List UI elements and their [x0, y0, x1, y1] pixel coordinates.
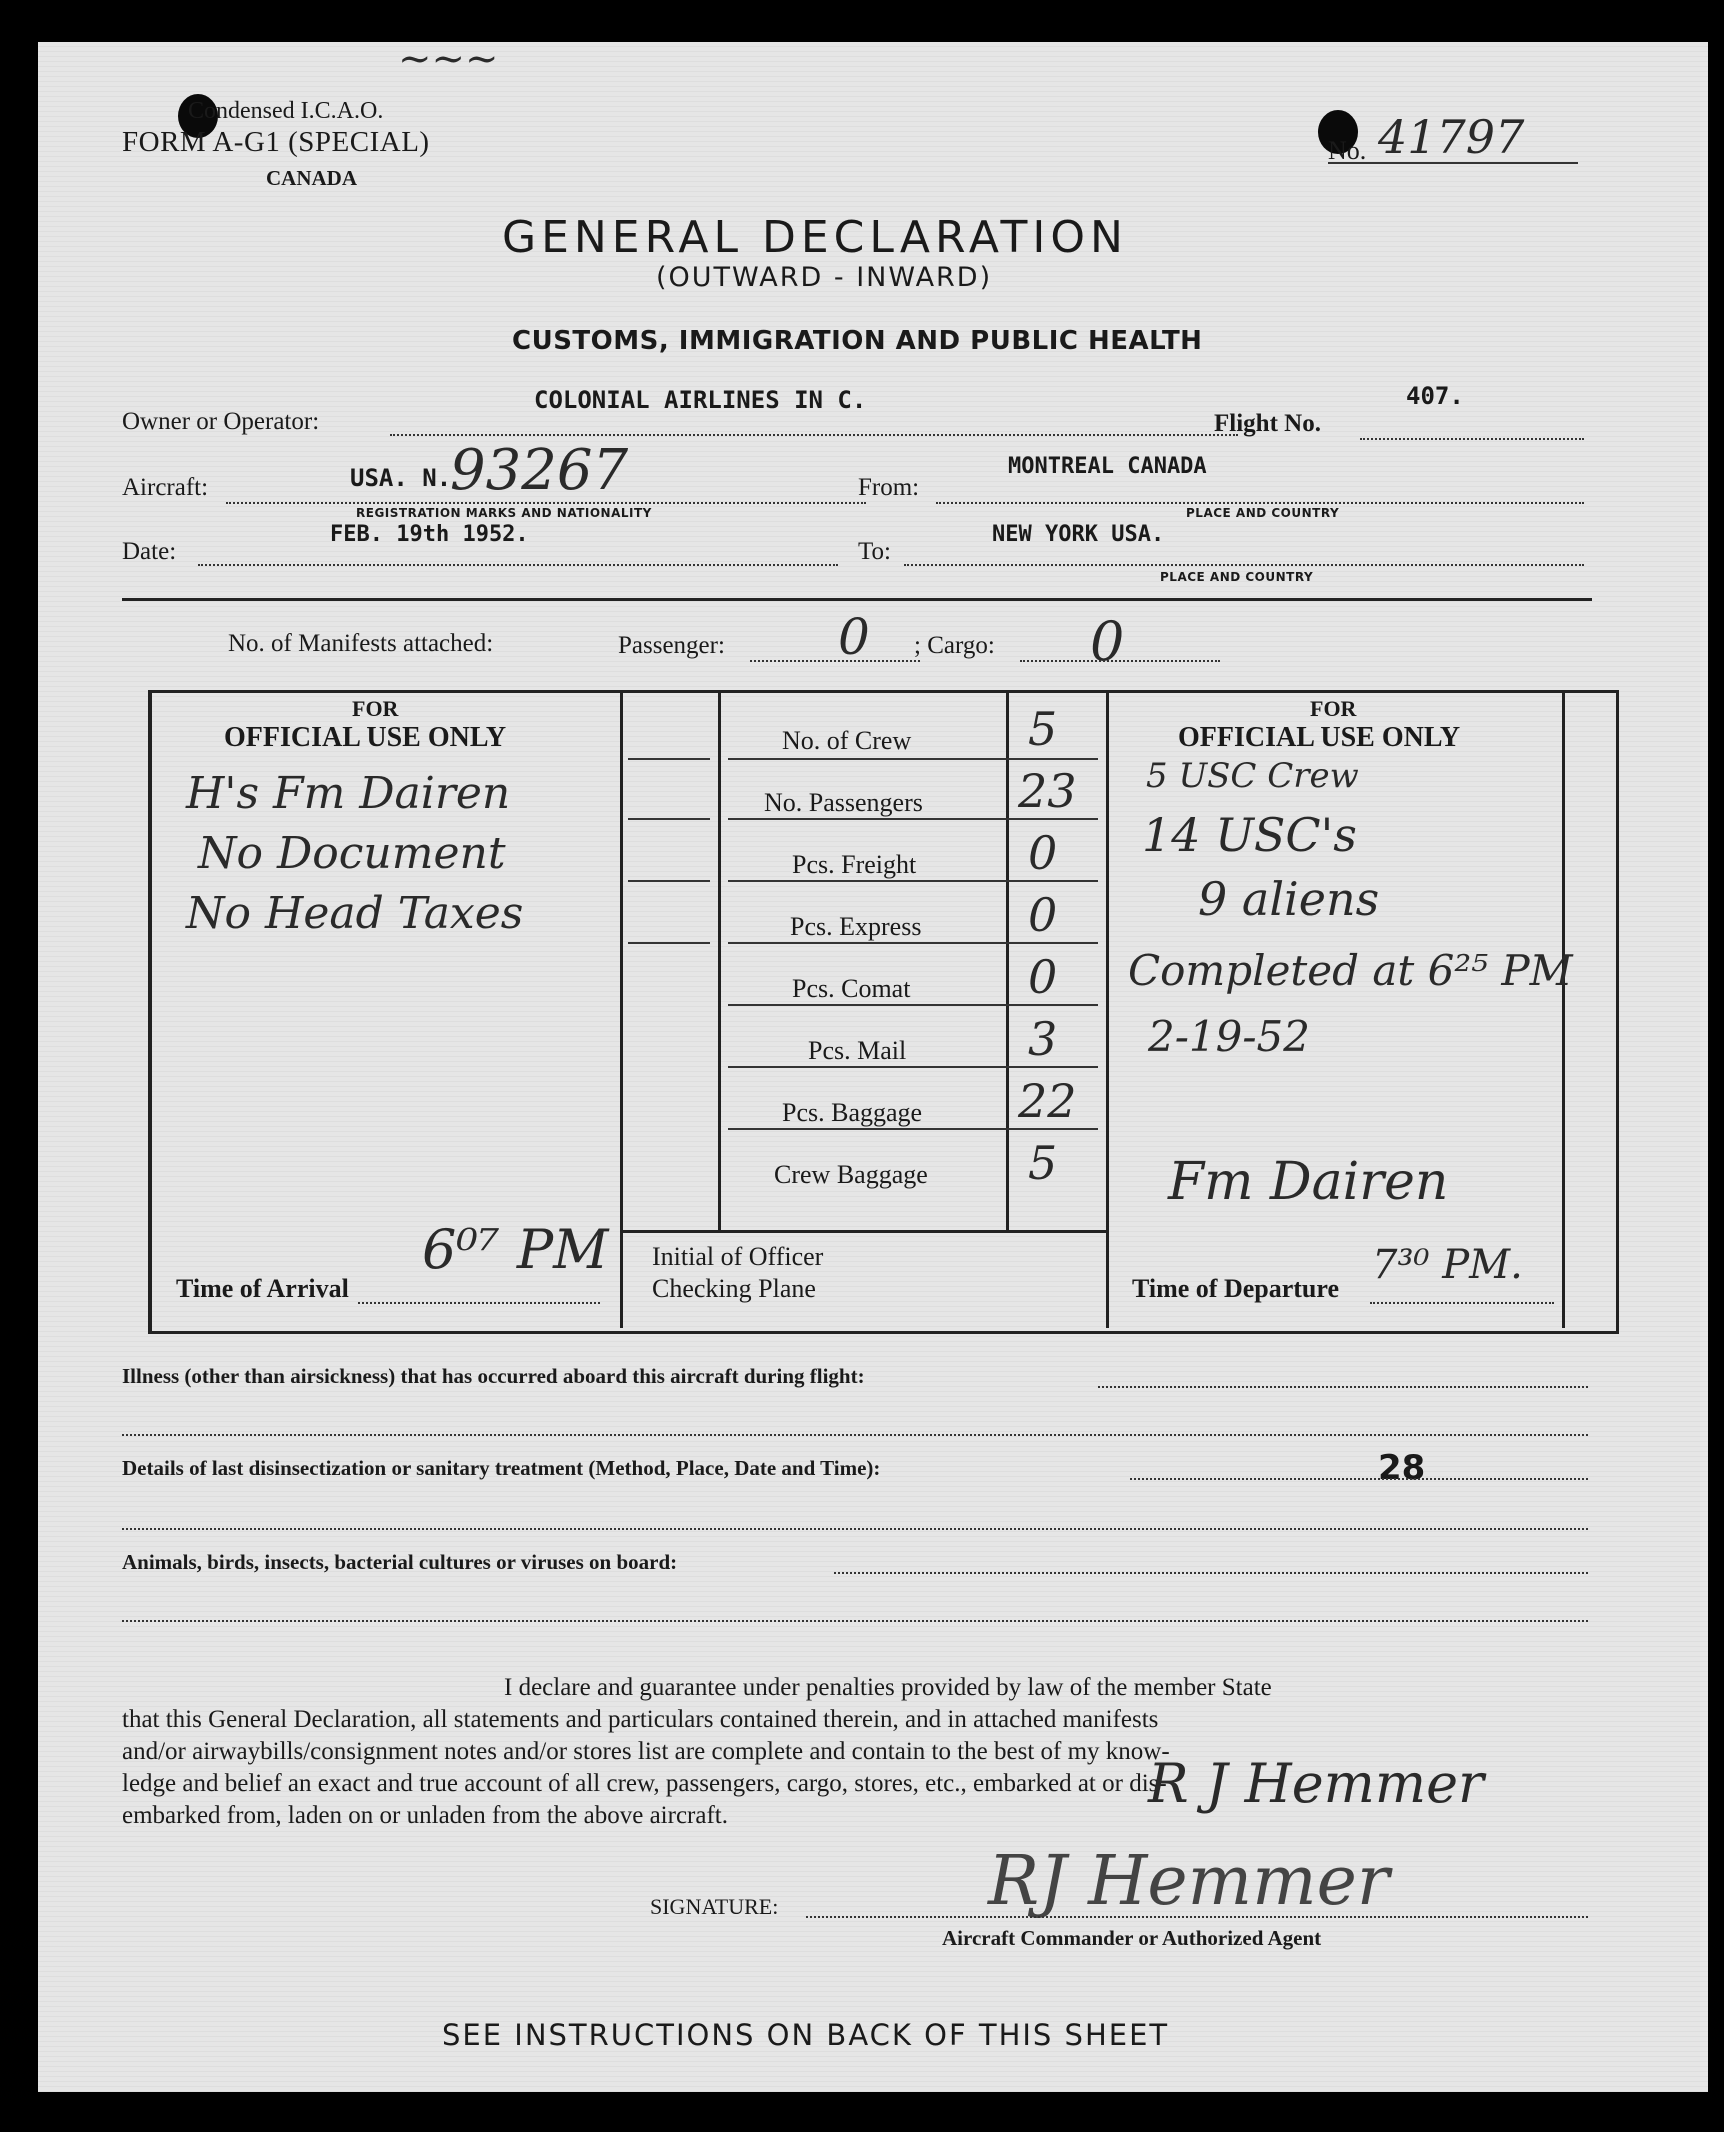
registration-caption: REGISTRATION MARKS AND NATIONALITY — [356, 506, 652, 520]
disinsectization-question: Details of last disinsectization or sanitary treatment (Method, Place, Date and Time): — [122, 1456, 881, 1480]
cargo-manifest-value: 0 — [1090, 610, 1125, 673]
place-caption-to: PLACE AND COUNTRY — [1160, 570, 1314, 584]
passenger-manifest-label: Passenger: — [618, 632, 725, 659]
left-note-3: No Head Taxes — [186, 888, 524, 939]
top-scrawl: ~~~ — [398, 36, 499, 82]
row-value-baggage: 22 — [1018, 1074, 1077, 1128]
right-official-heading: OFFICIAL USE ONLY — [1178, 722, 1461, 753]
arrival-label: Time of Arrival — [176, 1274, 349, 1303]
declaration-line-3: and/or airwaybills/consignment notes and/or stores list are complete and contain to the best of my know- — [122, 1738, 1170, 1765]
right-official-signature: Fm Dairen — [1168, 1152, 1449, 1212]
left-official-heading: OFFICIAL USE ONLY — [224, 722, 507, 753]
row-value-express: 0 — [1028, 888, 1058, 942]
owner-label: Owner or Operator: — [122, 408, 320, 435]
disinsectization-value: 28 — [1378, 1448, 1426, 1488]
form-number-label: No. — [1328, 136, 1367, 165]
declaration-line-1: I declare and guarantee under penalties provided by law of the member State — [504, 1674, 1272, 1701]
place-caption-from: PLACE AND COUNTRY — [1186, 506, 1340, 520]
aircraft-registration: 93267 — [450, 438, 629, 503]
illness-question: Illness (other than airsickness) that has occurred aboard this aircraft during flight: — [122, 1364, 865, 1388]
row-value-comat: 0 — [1028, 950, 1058, 1004]
departure-value: 7³⁰ PM. — [1372, 1242, 1523, 1288]
agencies-heading: CUSTOMS, IMMIGRATION AND PUBLIC HEALTH — [512, 326, 1203, 356]
row-label-baggage: Pcs. Baggage — [782, 1098, 923, 1127]
row-label-mail: Pcs. Mail — [808, 1036, 907, 1065]
left-note-2: No Document — [198, 828, 506, 879]
row-label-passengers: No. Passengers — [764, 788, 923, 817]
condensed-icao: Condensed I.C.A.O. — [188, 98, 384, 124]
row-label-express: Pcs. Express — [790, 912, 922, 941]
signature-scrawl-main: RJ Hemmer — [988, 1842, 1390, 1921]
form-id: FORM A-G1 (SPECIAL) — [122, 126, 430, 158]
left-note-1: H's Fm Dairen — [186, 768, 511, 819]
declaration-line-2: that this General Declaration, all statements and particulars contained therein, and in attached manifests — [122, 1706, 1159, 1733]
signature-scrawl-top: R J Hemmer — [1148, 1752, 1484, 1815]
form-subtitle: (OUTWARD - INWARD) — [656, 262, 993, 293]
row-value-crew: 5 — [1028, 702, 1058, 756]
right-official-for: FOR — [1310, 696, 1357, 721]
signature-caption: Aircraft Commander or Authorized Agent — [942, 1926, 1322, 1950]
from-label: From: — [858, 474, 920, 501]
arrival-value: 6⁰⁷ PM — [422, 1218, 609, 1281]
departure-label: Time of Departure — [1132, 1274, 1339, 1303]
date-label: Date: — [122, 538, 177, 565]
row-label-freight: Pcs. Freight — [792, 850, 917, 879]
flight-value: 407. — [1406, 382, 1464, 410]
row-value-passengers: 23 — [1018, 764, 1077, 818]
passenger-manifest-value: 0 — [838, 608, 870, 666]
manifests-label: No. of Manifests attached: — [228, 630, 494, 657]
signature-label: SIGNATURE: — [650, 1894, 779, 1919]
country-label: CANADA — [266, 166, 357, 190]
right-note-1: 5 USC Crew — [1146, 756, 1359, 796]
right-note-4: Completed at 6²⁵ PM — [1128, 946, 1573, 995]
form-title: GENERAL DECLARATION — [502, 212, 1128, 263]
date-value: FEB. 19th 1952. — [330, 522, 529, 547]
row-value-crew-baggage: 5 — [1028, 1136, 1058, 1190]
declaration-form-sheet — [38, 36, 1708, 2092]
row-value-freight: 0 — [1028, 826, 1058, 880]
declaration-line-4: ledge and belief an exact and true account of all crew, passengers, cargo, stores, etc., embarked at or dis- — [122, 1770, 1167, 1797]
from-value: MONTREAL CANADA — [1008, 454, 1207, 479]
declaration-line-5: embarked from, laden on or unladen from the above aircraft. — [122, 1802, 728, 1829]
left-official-for: FOR — [352, 696, 399, 721]
section-rule-top — [122, 598, 1592, 601]
to-value: NEW YORK USA. — [992, 522, 1165, 547]
form-number-value: 41797 — [1378, 110, 1525, 164]
right-note-3: 9 aliens — [1198, 872, 1380, 926]
flight-label: Flight No. — [1214, 410, 1321, 437]
to-label: To: — [858, 538, 891, 565]
right-note-2: 14 USC's — [1142, 808, 1357, 862]
row-label-comat: Pcs. Comat — [792, 974, 911, 1003]
aircraft-prefix: USA. N. — [350, 464, 452, 492]
aircraft-label: Aircraft: — [122, 474, 209, 501]
row-label-crew-baggage: Crew Baggage — [774, 1160, 928, 1189]
row-value-mail: 3 — [1028, 1012, 1058, 1066]
owner-value: COLONIAL AIRLINES IN C. — [534, 386, 867, 414]
right-note-5: 2-19-52 — [1148, 1012, 1310, 1061]
animals-question: Animals, birds, insects, bacterial cultures or viruses on board: — [122, 1550, 678, 1574]
cargo-manifest-label: ; Cargo: — [914, 632, 995, 659]
instructions-footer: SEE INSTRUCTIONS ON BACK OF THIS SHEET — [442, 2018, 1170, 2052]
officer-checking-label: Checking Plane — [652, 1274, 816, 1303]
row-label-crew: No. of Crew — [782, 726, 912, 755]
officer-initial-label: Initial of Officer — [652, 1242, 824, 1271]
